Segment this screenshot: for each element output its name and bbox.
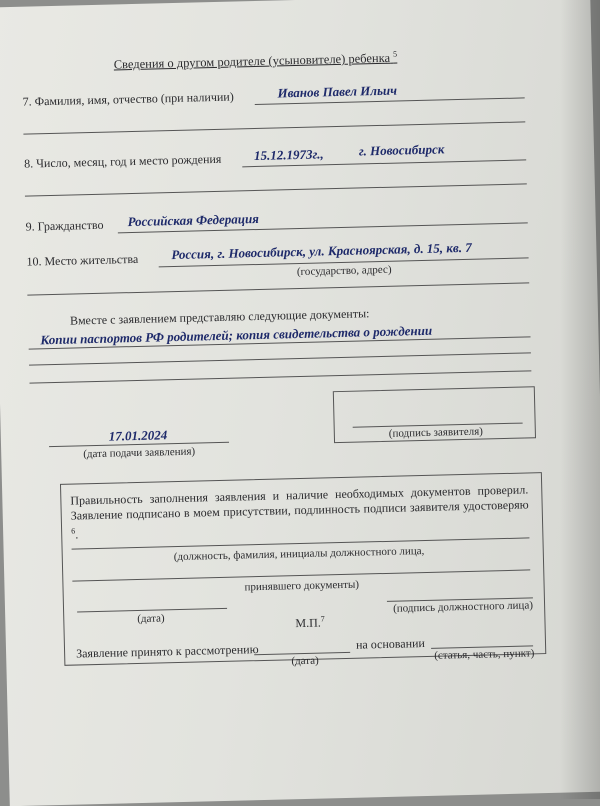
official-date-hint: (дата) [137, 612, 165, 626]
section-heading: Сведения о другом родителе (усыновителе) ребенка $^5$ [113, 49, 398, 72]
docs-line-3 [29, 370, 531, 383]
field8-label: 8. Число, месяц, год и место рождения [23, 151, 222, 171]
basis-hint: (статья, часть, пункт) [434, 647, 535, 662]
field7-line-2 [23, 121, 525, 134]
field10-hint: (государство, адрес) [296, 263, 392, 279]
field8-date[interactable]: 15.12.1973г., [253, 146, 324, 164]
field9-label: 9. Гражданство [25, 217, 104, 234]
field10-label: 10. Место жительства [26, 251, 139, 269]
basis-label: на основании [355, 636, 426, 652]
applicant-signature-hint: (подпись заявителя) [388, 425, 484, 440]
field10-line-2 [27, 282, 529, 295]
docs-value[interactable]: Копии паспортов РФ родителей; копия свидетельства о рождении [40, 322, 433, 348]
docs-line-2 [29, 352, 531, 365]
field8-line-2 [25, 183, 527, 196]
official-signature-hint: (подпись должностного лица) [392, 599, 534, 615]
field10-value[interactable]: Россия, г. Новосибирск, ул. Красноярская, д. 15, кв. 7 [171, 239, 472, 263]
verify-text: Правильность заполнения заявления и наличие необходимых документов проверил. Заявление подписано в моем присутствии, подлинность подписи заявителя удостоверяю $^6$. [70, 482, 529, 542]
accepted-label: Заявление принято к рассмотрению [75, 642, 259, 661]
official-hint-2: принявшего документы) [244, 578, 360, 594]
submit-date-hint: (дата подачи заявления) [83, 445, 196, 461]
field9-value[interactable]: Российская Федерация [127, 210, 260, 230]
accepted-date-hint: (дата) [291, 654, 319, 668]
field7-label: 7. Фамилия, имя, отчество (при наличии) [22, 89, 234, 109]
stamp-label: М.П.$^7$ [295, 614, 325, 631]
field8-place[interactable]: г. Новосибирск [358, 141, 445, 159]
page-edge-shadow [560, 0, 600, 799]
docs-intro: Вместе с заявлением представляю следующие документы: [69, 306, 370, 328]
submit-date-value[interactable]: 17.01.2024 [108, 427, 168, 444]
field7-value[interactable]: Иванов Павел Ильич [277, 82, 398, 101]
official-hint-1: (должность, фамилия, инициалы должностного лица, [173, 545, 425, 564]
